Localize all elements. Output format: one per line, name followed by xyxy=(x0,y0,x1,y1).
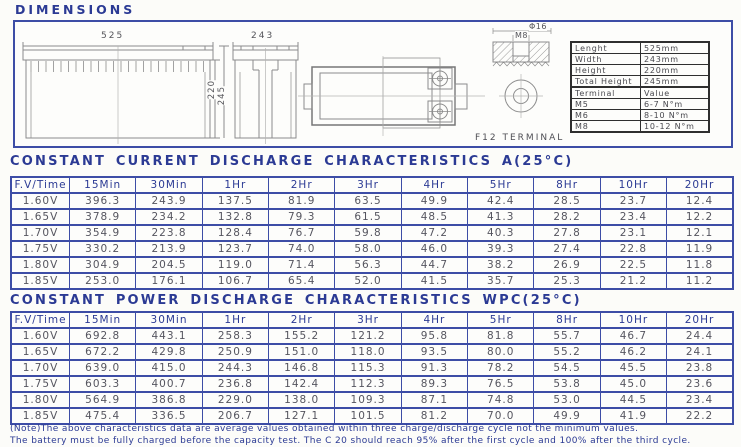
battery-top-view xyxy=(298,56,485,136)
value-cell: 93.5 xyxy=(401,344,467,360)
value-cell: 28.5 xyxy=(534,193,600,209)
value-cell: 41.5 xyxy=(401,273,467,289)
value-cell: 63.5 xyxy=(335,193,401,209)
dimensions-panel xyxy=(13,20,733,148)
row-label-cell: M6 xyxy=(571,110,641,121)
header-row xyxy=(11,312,733,328)
column-header: 20Hr xyxy=(667,312,733,328)
value-cell: 132.8 xyxy=(202,209,268,225)
value-cell: 55.7 xyxy=(534,328,600,344)
value-cell: 400.7 xyxy=(136,376,202,392)
value-cell: 23.1 xyxy=(600,225,666,241)
row-label-cell: Lenght xyxy=(571,42,641,54)
row-label-cell: M8 xyxy=(571,121,641,133)
body-height-dim-label: 220 xyxy=(207,80,217,100)
column-header: 3Hr xyxy=(335,177,401,193)
value-cell: 106.7 xyxy=(202,273,268,289)
table-row xyxy=(571,99,709,110)
value-cell: 24.1 xyxy=(667,344,733,360)
header-row xyxy=(11,177,733,193)
value-cell: 65.4 xyxy=(269,273,335,289)
value-cell: 22.2 xyxy=(667,408,733,424)
current-discharge-title: CONSTANT CURRENT DISCHARGE CHARACTERISTICS A(25°C) xyxy=(10,154,574,169)
value-cell: 236.8 xyxy=(202,376,268,392)
value-cell: 386.8 xyxy=(136,392,202,408)
value-cell: 137.5 xyxy=(202,193,268,209)
value-cell: 46.2 xyxy=(600,344,666,360)
row-label-cell: 1.65V xyxy=(11,209,70,225)
value-cell: 21.2 xyxy=(600,273,666,289)
value-cell: 59.8 xyxy=(335,225,401,241)
table-row xyxy=(11,408,733,424)
value-cell: 330.2 xyxy=(70,241,136,257)
column-header: 15Min xyxy=(70,312,136,328)
row-label-cell: 1.80V xyxy=(11,392,70,408)
row-label-cell: Terminal xyxy=(571,87,641,99)
value-cell: 151.0 xyxy=(269,344,335,360)
value-cell: 564.9 xyxy=(70,392,136,408)
terminal-thread-label: M8 xyxy=(515,31,528,40)
value-cell: 115.3 xyxy=(335,360,401,376)
value-cell: 42.4 xyxy=(468,193,534,209)
value-cell: 234.2 xyxy=(136,209,202,225)
column-header: F.V/Time xyxy=(11,177,70,193)
value-cell: 354.9 xyxy=(70,225,136,241)
value-cell: 6-7 N°m xyxy=(641,99,710,110)
value-cell: 27.4 xyxy=(534,241,600,257)
value-cell: 109.3 xyxy=(335,392,401,408)
table-row xyxy=(11,225,733,241)
column-header: 4Hr xyxy=(401,177,467,193)
value-cell: 44.7 xyxy=(401,257,467,273)
terminal-diameter-label: Φ16 xyxy=(529,22,547,31)
value-cell: 250.9 xyxy=(202,344,268,360)
row-label-cell: 1.60V xyxy=(11,328,70,344)
value-cell: 123.7 xyxy=(202,241,268,257)
value-cell: 692.8 xyxy=(70,328,136,344)
value-cell: 223.8 xyxy=(136,225,202,241)
value-cell: 74.0 xyxy=(269,241,335,257)
table-row xyxy=(11,209,733,225)
value-cell: 378.9 xyxy=(70,209,136,225)
value-cell: 53.8 xyxy=(534,376,600,392)
table-row xyxy=(11,328,733,344)
value-cell: 603.3 xyxy=(70,376,136,392)
value-cell: 48.5 xyxy=(401,209,467,225)
value-cell: 475.4 xyxy=(70,408,136,424)
total-height-dim-label: 245 xyxy=(217,86,227,106)
value-cell: 78.2 xyxy=(468,360,534,376)
column-header: 3Hr xyxy=(335,312,401,328)
value-cell: 44.5 xyxy=(600,392,666,408)
value-cell: 38.2 xyxy=(468,257,534,273)
table-row xyxy=(571,121,709,133)
dimensions-title: DIMENSIONS xyxy=(15,2,136,17)
value-cell: 429.8 xyxy=(136,344,202,360)
row-label-cell: 1.80V xyxy=(11,257,70,273)
table-row xyxy=(11,392,733,408)
note-line-1: (Note)The above characteristics data are average values obtained within three charge/discharge cycle not the minimum values. xyxy=(10,424,639,434)
value-cell: 76.7 xyxy=(269,225,335,241)
power-discharge-title: CONSTANT POWER DISCHARGE CHARACTERISTICS WPC(25°C) xyxy=(10,293,582,308)
value-cell: 112.3 xyxy=(335,376,401,392)
value-cell: 56.3 xyxy=(335,257,401,273)
table-row xyxy=(11,257,733,273)
value-cell: 95.8 xyxy=(401,328,467,344)
row-label-cell: 1.70V xyxy=(11,225,70,241)
value-cell: 206.7 xyxy=(202,408,268,424)
table-row xyxy=(571,54,709,65)
value-cell: 639.0 xyxy=(70,360,136,376)
value-cell: 253.0 xyxy=(70,273,136,289)
value-cell: 45.0 xyxy=(600,376,666,392)
row-label-cell: 1.85V xyxy=(11,408,70,424)
value-cell: 54.5 xyxy=(534,360,600,376)
terminal-type-label: F12 TERMINAL xyxy=(475,133,565,143)
value-cell: 47.2 xyxy=(401,225,467,241)
table-row xyxy=(11,376,733,392)
value-cell: 258.3 xyxy=(202,328,268,344)
value-cell: 11.2 xyxy=(667,273,733,289)
row-label-cell: M5 xyxy=(571,99,641,110)
value-cell: 81.8 xyxy=(468,328,534,344)
column-header: 2Hr xyxy=(269,177,335,193)
column-header: 20Hr xyxy=(667,177,733,193)
value-cell: 176.1 xyxy=(136,273,202,289)
value-cell: 45.5 xyxy=(600,360,666,376)
value-cell: 204.5 xyxy=(136,257,202,273)
value-cell: 91.3 xyxy=(401,360,467,376)
value-cell: 87.1 xyxy=(401,392,467,408)
row-label-cell: Total Height xyxy=(571,76,641,88)
battery-front-view xyxy=(233,42,298,144)
column-header: F.V/Time xyxy=(11,312,70,328)
power-discharge-table xyxy=(10,311,734,425)
value-cell: 23.8 xyxy=(667,360,733,376)
front-width-dim-label: 243 xyxy=(251,31,275,41)
value-cell: 27.8 xyxy=(534,225,600,241)
value-cell: 61.5 xyxy=(335,209,401,225)
value-cell: 12.4 xyxy=(667,193,733,209)
terminal-detail-drawing xyxy=(493,28,551,118)
table-row xyxy=(571,110,709,121)
table-row xyxy=(11,360,733,376)
value-cell: 24.4 xyxy=(667,328,733,344)
value-cell: 22.5 xyxy=(600,257,666,273)
value-cell: 128.4 xyxy=(202,225,268,241)
value-cell: 46.7 xyxy=(600,328,666,344)
table-row xyxy=(11,344,733,360)
table-row xyxy=(571,42,709,54)
value-cell: 12.2 xyxy=(667,209,733,225)
column-header: 10Hr xyxy=(600,177,666,193)
row-label-cell: Width xyxy=(571,54,641,65)
value-cell: 49.9 xyxy=(401,193,467,209)
value-cell: 28.2 xyxy=(534,209,600,225)
value-cell: 121.2 xyxy=(335,328,401,344)
value-cell: 35.7 xyxy=(468,273,534,289)
row-label-cell: Height xyxy=(571,65,641,76)
value-cell: 138.0 xyxy=(269,392,335,408)
value-cell: 8-10 N°m xyxy=(641,110,710,121)
value-cell: 10-12 N°m xyxy=(641,121,710,133)
value-cell: 41.9 xyxy=(600,408,666,424)
value-cell: 245mm xyxy=(641,76,710,88)
value-cell: 244.3 xyxy=(202,360,268,376)
row-label-cell: 1.75V xyxy=(11,241,70,257)
value-cell: 213.9 xyxy=(136,241,202,257)
row-label-cell: 1.60V xyxy=(11,193,70,209)
footnotes xyxy=(10,424,691,447)
value-cell: 415.0 xyxy=(136,360,202,376)
value-cell: 55.2 xyxy=(534,344,600,360)
value-cell: 672.2 xyxy=(70,344,136,360)
value-cell: 26.9 xyxy=(534,257,600,273)
value-cell: 23.6 xyxy=(667,376,733,392)
column-header: 30Min xyxy=(136,177,202,193)
table-row xyxy=(11,193,733,209)
battery-side-view xyxy=(23,42,229,144)
value-cell: 127.1 xyxy=(269,408,335,424)
row-label-cell: 1.70V xyxy=(11,360,70,376)
value-cell: 11.8 xyxy=(667,257,733,273)
column-header: 15Min xyxy=(70,177,136,193)
value-cell: 52.0 xyxy=(335,273,401,289)
value-cell: 41.3 xyxy=(468,209,534,225)
value-cell: 40.3 xyxy=(468,225,534,241)
table-row xyxy=(11,273,733,289)
dimension-spec-table xyxy=(570,41,710,133)
value-cell: 146.8 xyxy=(269,360,335,376)
value-cell: 220mm xyxy=(641,65,710,76)
value-cell: 22.8 xyxy=(600,241,666,257)
column-header: 4Hr xyxy=(401,312,467,328)
value-cell: 74.8 xyxy=(468,392,534,408)
column-header: 8Hr xyxy=(534,177,600,193)
value-cell: 396.3 xyxy=(70,193,136,209)
value-cell: 23.4 xyxy=(600,209,666,225)
value-cell: 118.0 xyxy=(335,344,401,360)
column-header: 30Min xyxy=(136,312,202,328)
value-cell: 39.3 xyxy=(468,241,534,257)
table-row xyxy=(11,241,733,257)
value-cell: 71.4 xyxy=(269,257,335,273)
value-cell: 304.9 xyxy=(70,257,136,273)
current-discharge-table xyxy=(10,176,734,290)
row-label-cell: 1.75V xyxy=(11,376,70,392)
value-cell: 58.0 xyxy=(335,241,401,257)
value-cell: 525mm xyxy=(641,42,710,54)
value-cell: 11.9 xyxy=(667,241,733,257)
value-cell: 76.5 xyxy=(468,376,534,392)
value-cell: 79.3 xyxy=(269,209,335,225)
value-cell: 119.0 xyxy=(202,257,268,273)
column-header: 10Hr xyxy=(600,312,666,328)
value-cell: 12.1 xyxy=(667,225,733,241)
value-cell: 142.4 xyxy=(269,376,335,392)
note-line-2: The battery must be fully charged before the capacity test. The C 20 should reach 95% after the first cycle and 100% after the third cycle. xyxy=(10,435,691,446)
value-cell: 336.5 xyxy=(136,408,202,424)
table-row xyxy=(571,76,709,88)
value-cell: 53.0 xyxy=(534,392,600,408)
value-cell: 81.2 xyxy=(401,408,467,424)
value-cell: 443.1 xyxy=(136,328,202,344)
value-cell: 101.5 xyxy=(335,408,401,424)
column-header: 1Hr xyxy=(202,177,268,193)
value-cell: 49.9 xyxy=(534,408,600,424)
column-header: 5Hr xyxy=(468,177,534,193)
value-cell: 23.4 xyxy=(667,392,733,408)
value-cell: 229.0 xyxy=(202,392,268,408)
value-cell: 25.3 xyxy=(534,273,600,289)
column-header: 8Hr xyxy=(534,312,600,328)
value-cell: Value xyxy=(641,87,710,99)
column-header: 2Hr xyxy=(269,312,335,328)
row-label-cell: 1.85V xyxy=(11,273,70,289)
value-cell: 70.0 xyxy=(468,408,534,424)
value-cell: 155.2 xyxy=(269,328,335,344)
value-cell: 80.0 xyxy=(468,344,534,360)
table-row xyxy=(571,65,709,76)
side-length-dim-label: 525 xyxy=(101,31,125,41)
value-cell: 243.9 xyxy=(136,193,202,209)
value-cell: 46.0 xyxy=(401,241,467,257)
row-label-cell: 1.65V xyxy=(11,344,70,360)
column-header: 1Hr xyxy=(202,312,268,328)
value-cell: 243mm xyxy=(641,54,710,65)
column-header: 5Hr xyxy=(468,312,534,328)
value-cell: 81.9 xyxy=(269,193,335,209)
value-cell: 23.7 xyxy=(600,193,666,209)
table-row xyxy=(571,87,709,99)
value-cell: 89.3 xyxy=(401,376,467,392)
